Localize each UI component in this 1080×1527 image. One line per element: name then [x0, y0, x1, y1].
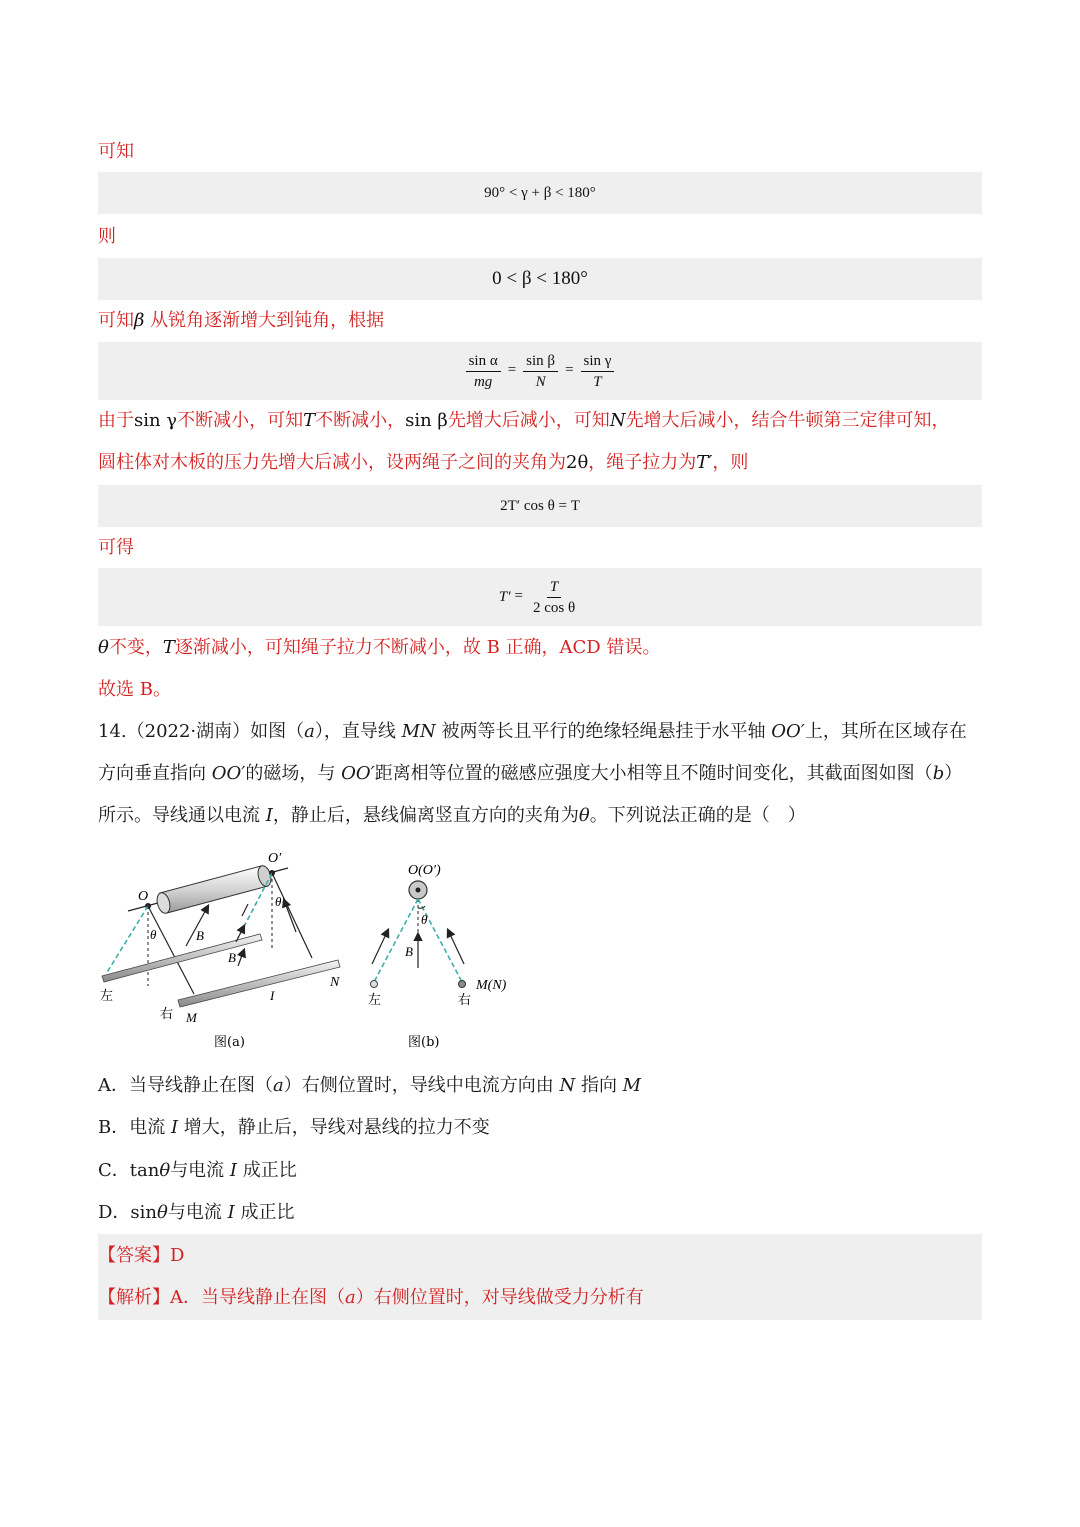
question-text: 方向垂直指向 OO′的磁场，与 OO′距离相等位置的磁感应强度大小相等且不随时间变化，其截面图如图（b）	[98, 763, 963, 784]
b-field-arrow-tail	[242, 904, 248, 916]
equation-range-sum: 90° < γ + β < 180°	[484, 184, 596, 201]
option-d: D．sinθ与电流 I 成正比	[98, 1202, 295, 1223]
thread-dashed	[374, 899, 418, 982]
label-B: B	[228, 950, 236, 965]
label-O-O-prime: O(O′)	[408, 863, 441, 878]
label-B: B	[196, 928, 204, 943]
axis-center	[416, 888, 421, 893]
label-theta: θ	[275, 894, 282, 909]
label-B: B	[405, 944, 413, 959]
thread	[272, 873, 312, 958]
option-a: A．当导线静止在图（a）右侧位置时，导线中电流方向由 N 指向 M	[98, 1075, 642, 1096]
wire-right-position	[459, 981, 466, 988]
option-b: B．电流 I 增大，静止后，导线对悬线的拉力不变	[98, 1117, 490, 1138]
label-M: M	[186, 1010, 197, 1025]
label-theta: θ	[150, 927, 157, 942]
equation-sine-law: $\frac{\text{sin α}}{mg}$ = $\frac{\text{sin β}}{N}$ = $\frac{\text{sin γ}}{T}$	[463, 352, 618, 391]
equation-band	[98, 485, 982, 527]
thread	[148, 906, 194, 994]
label-left: 左	[368, 993, 382, 1008]
solution-text: 可知	[98, 141, 134, 162]
solution-text: 则	[98, 226, 116, 247]
analysis-text: 【解析】A．当导线静止在图（a）右侧位置时，对导线做受力分析有	[98, 1287, 644, 1308]
answer-text: 【答案】D	[98, 1245, 185, 1266]
cylinder-axle	[155, 864, 273, 914]
equation-band	[98, 342, 982, 400]
equation-tension: 2T′ cos θ = T	[500, 497, 580, 514]
solution-text: 可得	[98, 537, 134, 558]
physics-figure	[98, 846, 528, 1056]
thread-dashed	[106, 906, 148, 974]
label-theta: θ	[421, 912, 428, 927]
figure-b	[368, 863, 507, 1050]
label-right: 右	[458, 993, 472, 1008]
caption-b: 图(b)	[408, 1035, 440, 1050]
figure-a	[100, 851, 340, 1050]
solution-text: θ不变，T逐渐减小，可知绳子拉力不断减小，故 B 正确，ACD 错误。	[98, 637, 661, 658]
equation-beta-range: 0 < β < 180°	[492, 268, 588, 289]
label-O-prime: O′	[268, 851, 282, 866]
caption-a: 图(a)	[214, 1035, 245, 1050]
label-I: I	[270, 988, 275, 1003]
label-left: 左	[100, 989, 114, 1004]
solution-text: 圆柱体对木板的压力先增大后减小，设两绳子之间的夹角为2θ，绳子拉力为T′，则	[98, 452, 749, 473]
wire-MN	[178, 960, 340, 1007]
label-M-N: M(N)	[476, 978, 507, 993]
equation-band	[98, 568, 982, 626]
b-field-arrow	[284, 900, 296, 932]
label-N: N	[330, 975, 340, 990]
solution-text: 可知β 从锐角逐渐增大到钝角，根据	[98, 310, 385, 331]
question-text: 14.（2022·湖南）如图（a），直导线 MN 被两等长且平行的绝缘轻绳悬挂于水平轴 OO′上，其所在区域存在	[98, 721, 967, 742]
b-field-arrow	[238, 950, 244, 966]
equation-band	[98, 172, 982, 214]
solution-text: 故选 B。	[98, 679, 171, 700]
option-c: C．tanθ与电流 I 成正比	[98, 1160, 297, 1181]
label-right: 右	[160, 1007, 174, 1022]
figure-svg	[98, 846, 528, 1056]
solution-text: 由于sin γ不断减小，可知T不断减小，sin β先增大后减小，可知N先增大后减小，结合牛顿第三定律可知，	[98, 410, 950, 431]
equation-tension-result: T′ = $\frac{T}{\text{2 cos θ}}$	[498, 578, 576, 616]
label-O: O	[138, 889, 149, 904]
question-text: 所示。导线通以电流 I，静止后，悬线偏离竖直方向的夹角为θ。下列说法正确的是（ ）	[98, 805, 806, 826]
wire-left-position	[371, 981, 378, 988]
equation-band	[98, 258, 982, 300]
